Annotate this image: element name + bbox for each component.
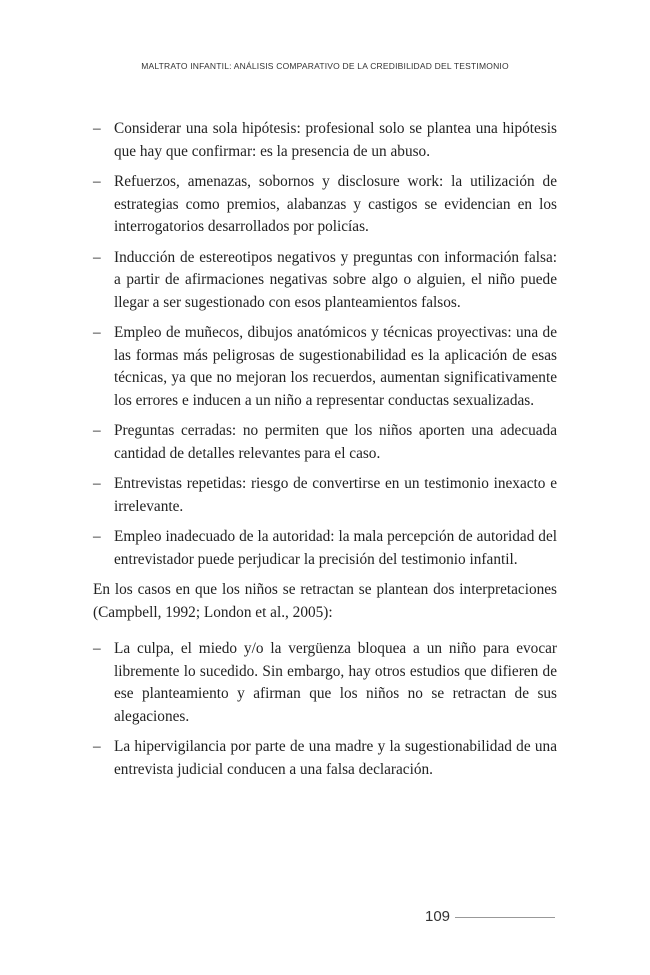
bullet-list-suggestibility-factors	[93, 118, 557, 571]
bullet-list-retraction-interpretations	[93, 638, 557, 781]
running-header: MALTRATO INFANTIL: ANÁLISIS COMPARATIVO DE LA CREDIBILIDAD DEL TESTIMONIO	[141, 61, 509, 71]
list-item-text: Inducción de estereotipos negativos y preguntas con información falsa: a partir de afirmaciones negativas sobre algo o alguien, el niño puede llegar a ser sugestionado con esos planteamientos falsos.	[114, 248, 557, 311]
list-item-text: Preguntas cerradas: no permiten que los niños aporten una adecuada cantidad de detalles relevantes para el caso.	[114, 422, 557, 462]
list-item-text: Refuerzos, amenazas, sobornos y disclosure work: la utilización de estrategias como premios, alabanzas y castigos se evidencian en los interrogatorios desarrollados por policías.	[114, 173, 557, 235]
dash-marker: –	[93, 640, 101, 657]
list-item	[93, 638, 557, 728]
list-item-text: La hipervigilancia por parte de una madre y la sugestionabilidad de una entrevista judicial conducen a una falsa declaración.	[114, 738, 557, 778]
list-item	[93, 526, 557, 571]
list-item-text: Empleo inadecuado de la autoridad: la mala percepción de autoridad del entrevistador puede perjudicar la precisión del testimonio infantil.	[114, 528, 557, 568]
dash-marker: –	[93, 120, 101, 137]
list-item	[93, 736, 557, 781]
list-item-text: La culpa, el miedo y/o la vergüenza bloquea a un niño para evocar libremente lo sucedido. Sin embargo, hay otros estudios que difieren de ese planteamiento y afirman que los niños no se retractan de sus alegaciones.	[114, 640, 557, 725]
list-item	[93, 247, 557, 315]
list-item	[93, 322, 557, 412]
dash-marker: –	[93, 738, 101, 755]
body-paragraph: En los casos en que los niños se retractan se plantean dos interpretaciones (Campbell, 1992; London et al., 2005):	[93, 581, 557, 621]
dash-marker: –	[93, 248, 101, 266]
page-footer	[425, 908, 555, 925]
list-item-text: Empleo de muñecos, dibujos anatómicos y técnicas proyectivas: una de las formas más peligrosas de sugestionabilidad es la aplicación de esas técnicas, ya que no mejoran los recuerdos, aumentan significativamente los errores e inducen a un niño a representar conductas sexualizadas.	[114, 324, 557, 409]
dash-marker: –	[93, 475, 101, 492]
footer-rule-divider	[455, 917, 555, 918]
dash-marker: –	[93, 528, 101, 545]
dash-marker: –	[93, 422, 101, 439]
list-item	[93, 420, 557, 465]
list-item	[93, 473, 557, 518]
list-item-text: Entrevistas repetidas: riesgo de convertirse en un testimonio inexacto e irrelevante.	[114, 475, 557, 515]
list-item-text: Considerar una sola hipótesis: profesional solo se plantea una hipótesis que hay que confirmar: es la presencia de un abuso.	[114, 120, 557, 160]
list-item	[93, 118, 557, 163]
page-number: 109	[425, 908, 451, 925]
page-content	[93, 118, 557, 789]
dash-marker: –	[93, 173, 101, 190]
dash-marker: –	[93, 324, 101, 341]
list-item	[93, 171, 557, 239]
